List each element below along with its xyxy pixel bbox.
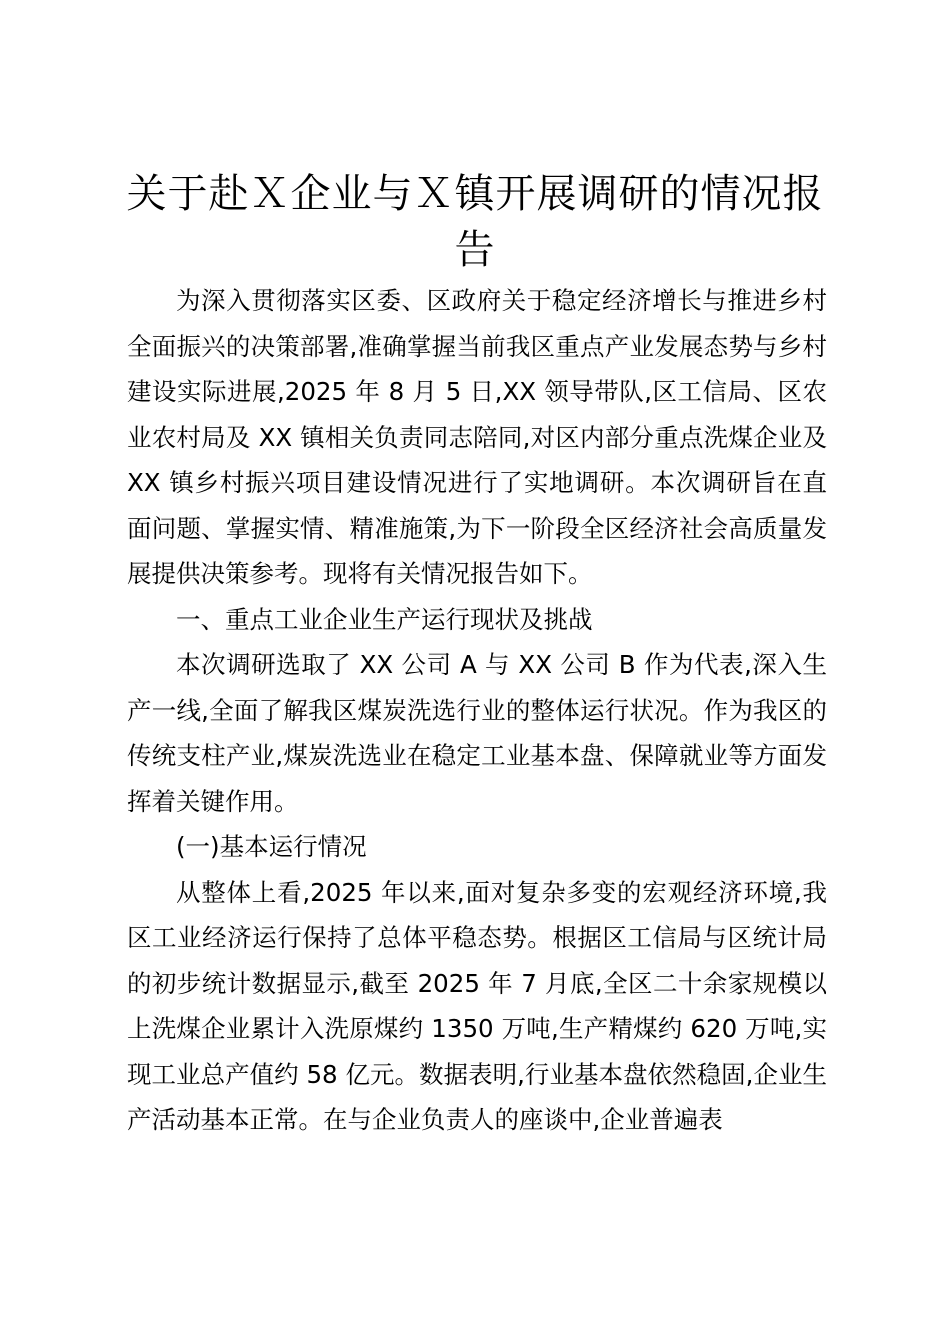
document-title: 关于赴Ｘ企业与Ｘ镇开展调研的情况报告 [126,171,824,273]
subsection-1-paragraph: 从整体上看,2025 年以来,面对复杂多变的宏观经济环境,我区工业经济运行保持了总体平稳态势。根据区工信局与区统计局的初步统计数据显示,截至 2025 年 7 月底,全区二十余家规模以上洗煤企业累计入洗原煤约 1350 万吨,生产精煤约 620 万吨,实现工业总产值约 58 亿元。数据表明,行业基本盘依然稳固,企业生产活动基本正常。在与企业负责人的座谈中,企业普遍表 [127,877,827,1134]
section-heading-1: 一、重点工业企业生产运行现状及挑战 [176,604,593,634]
document-body [127,278,827,1143]
intro-paragraph: 为深入贯彻落实区委、区政府关于稳定经济增长与推进乡村全面振兴的决策部署,准确掌握当前我区重点产业发展态势与乡村建设实际进展,2025 年 8 月 5 日,XX 领导带队,区工信局、区农业农村局及 XX 镇相关负责同志陪同,对区内部分重点洗煤企业及 XX 镇乡村振兴项目建设情况进行了实地调研。本次调研旨在直面问题、掌握实情、精准施策,为下一阶段全区经济社会高质量发展提供决策参考。现将有关情况报告如下。 [127,286,827,588]
section-1-paragraph: 本次调研选取了 XX 公司 A 与 XX 公司 B 作为代表,深入生产一线,全面了解我区煤炭洗选行业的整体运行状况。作为我区的传统支柱产业,煤炭洗选业在稳定工业基本盘、保障就业等方面发挥着关键作用。 [127,650,827,816]
subsection-heading-1: (一)基本运行情况 [176,832,367,861]
